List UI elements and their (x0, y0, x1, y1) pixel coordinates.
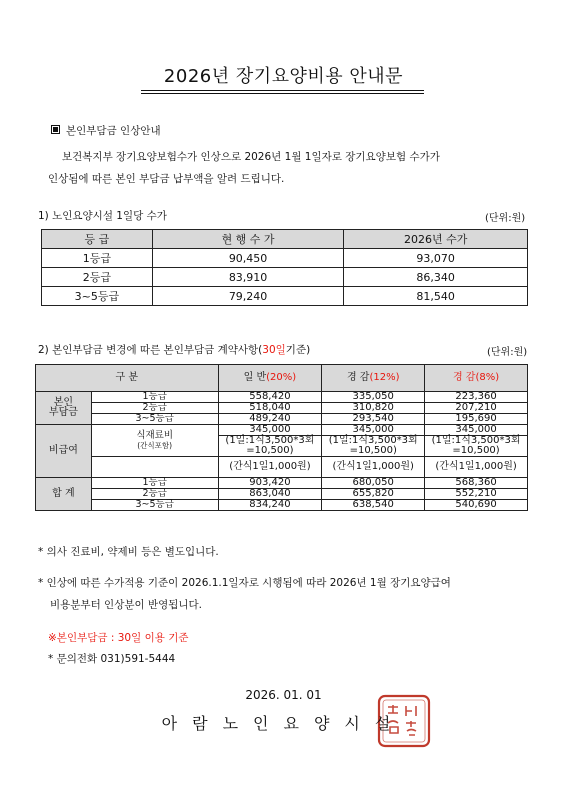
meal-calc-cell (425, 436, 528, 457)
table1-unit: (단위:원) (485, 213, 526, 224)
header-current-fee: 현 행 수 가 (152, 230, 344, 249)
table-row (42, 287, 528, 306)
meal-calc-cell (322, 436, 425, 457)
general-cell: 518,040 (218, 403, 322, 414)
table2-heading-post: 기준) (285, 344, 311, 356)
grade-cell: 3~5등급 (91, 500, 218, 511)
grade-cell: 2등급 (91, 489, 218, 500)
table-row (36, 414, 528, 425)
table-row (36, 425, 528, 436)
table-row (36, 392, 528, 403)
general-cell: 834,240 (218, 500, 322, 511)
facility-name: 아람노인요양시설 (161, 714, 406, 733)
grade-cell: 2등급 (91, 403, 218, 414)
table1-heading: 1) 노인요양시설 1일당 수가 (38, 210, 167, 222)
header-category: 구 분 (36, 365, 219, 392)
page-title: 2026년 장기요양비용 안내문 (163, 66, 404, 87)
reduced12-cell: 680,050 (322, 478, 425, 489)
header-reduced-8 (425, 365, 528, 392)
daily-fee-table (41, 229, 528, 306)
grade-cell: 1등급 (91, 478, 218, 489)
group-label-line2: 부담금 (48, 407, 78, 418)
table-header-row (42, 230, 528, 249)
reduced8-cell: 223,360 (425, 392, 528, 403)
table2-heading-red: 30일 (262, 344, 286, 356)
self-pay-table (35, 364, 528, 511)
general-cell: 558,420 (218, 392, 322, 403)
reduced12-cell: 638,540 (322, 500, 425, 511)
current-fee-cell: 90,450 (152, 249, 344, 268)
group-label-line1: 본인 (53, 397, 74, 408)
note-basis: ※본인부담금 : 30일 이용 기준 (48, 632, 189, 644)
meal-amount-cell: 345,000 (218, 425, 322, 436)
calc-line2: =10,500) (452, 445, 500, 456)
section-header (51, 123, 161, 138)
title-underline (141, 90, 424, 94)
table-row (36, 489, 528, 500)
table-row (36, 500, 528, 511)
current-fee-cell: 79,240 (152, 287, 344, 306)
empty-cell (91, 457, 218, 478)
grade-cell: 2등급 (42, 268, 153, 287)
snack-cell: (간식1일1,000원) (425, 457, 528, 478)
reduced8-cell: 207,210 (425, 403, 528, 414)
reduced12-cell: 335,050 (322, 392, 425, 403)
reduced8-cell: 552,210 (425, 489, 528, 500)
table-header-row (36, 365, 528, 392)
intro-line-1: 보건복지부 장기요양보험수가 인상으로 2026년 1월 1일자로 장기요양보험 수가가 (62, 151, 440, 163)
new-fee-cell: 86,340 (344, 268, 528, 287)
header-general-rate: (20%) (266, 372, 297, 383)
table2-heading-pre: 2) 본인부담금 변경에 따른 본인부담금 계약사항( (38, 344, 263, 356)
calc-line1: (1일:1식3,500*3회 (225, 435, 315, 446)
header-reduced-rate: (12%) (369, 372, 400, 383)
table-row (42, 268, 528, 287)
reduced8-cell: 568,360 (425, 478, 528, 489)
issue-date: 2026. 01. 01 (245, 688, 322, 702)
reduced12-cell: 655,820 (322, 489, 425, 500)
non-covered-group-label: 비급여 (36, 425, 92, 478)
new-fee-cell: 81,540 (344, 287, 528, 306)
square-bullet-icon (51, 125, 60, 134)
header-general (218, 365, 322, 392)
meal-amount-cell: 345,000 (425, 425, 528, 436)
self-pay-group-label (36, 392, 92, 425)
note-apply-line1: * 인상에 따른 수가적용 기준이 2026.1.1일자로 시행됨에 따라 2026년 1월 장기요양급여 (38, 577, 451, 589)
header-reduced2-rate: (8%) (475, 372, 500, 383)
calc-line1: (1일:1식3,500*3회 (328, 435, 418, 446)
meal-calc-cell (218, 436, 322, 457)
grade-cell: 3~5등급 (42, 287, 153, 306)
header-grade: 등 급 (42, 230, 153, 249)
intro-line-2: 인상됨에 따른 본인 부담금 납부액을 알려 드립니다. (48, 173, 285, 185)
grade-cell: 3~5등급 (91, 414, 218, 425)
reduced12-cell: 310,820 (322, 403, 425, 414)
table-row (42, 249, 528, 268)
meal-cost-label (91, 425, 218, 457)
general-cell: 903,420 (218, 478, 322, 489)
calc-line2: =10,500) (349, 445, 397, 456)
header-reduced2-label: 경 감 (452, 372, 476, 383)
grade-cell: 1등급 (42, 249, 153, 268)
reduced8-cell: 195,690 (425, 414, 528, 425)
contact-phone: * 문의전화 031)591-5444 (48, 653, 176, 665)
grade-cell: 1등급 (91, 392, 218, 403)
table-row (36, 478, 528, 489)
table-row (36, 403, 528, 414)
table-row (36, 457, 528, 478)
meal-amount-cell: 345,000 (322, 425, 425, 436)
header-2026-fee: 2026년 수가 (344, 230, 528, 249)
calc-line2: =10,500) (246, 445, 294, 456)
header-reduced-12 (322, 365, 425, 392)
general-cell: 489,240 (218, 414, 322, 425)
note-apply-line2: 비용분부터 인상분이 반영됩니다. (50, 599, 203, 611)
general-cell: 863,040 (218, 489, 322, 500)
section-header-text: 본인부담금 인상안내 (66, 125, 161, 137)
calc-line1: (1일:1식3,500*3회 (431, 435, 521, 446)
snack-cell: (간식1일1,000원) (218, 457, 322, 478)
header-general-label: 일 반 (243, 372, 267, 383)
snack-cell: (간식1일1,000원) (322, 457, 425, 478)
reduced12-cell: 293,540 (322, 414, 425, 425)
new-fee-cell: 93,070 (344, 249, 528, 268)
meal-cost-line1: 식재료비 (136, 429, 174, 441)
note-medical: * 의사 진료비, 약제비 등은 별도입니다. (38, 546, 219, 558)
reduced8-cell: 540,690 (425, 500, 528, 511)
table2-heading (38, 342, 310, 357)
total-group-label: 합 계 (36, 478, 92, 511)
meal-cost-line2: (간식포함) (137, 440, 173, 450)
header-reduced-label: 경 감 (346, 372, 370, 383)
table2-unit: (단위:원) (487, 347, 528, 358)
current-fee-cell: 83,910 (152, 268, 344, 287)
